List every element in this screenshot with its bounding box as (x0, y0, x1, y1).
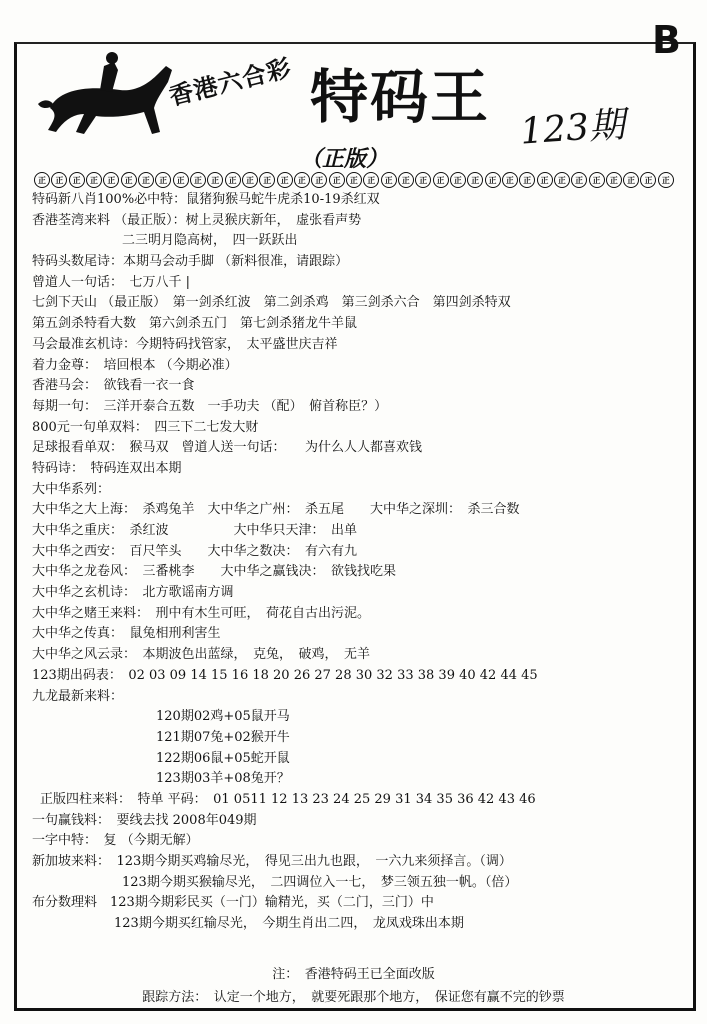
zheng-badge-icon: 正 (138, 172, 154, 188)
zheng-badge-icon: 正 (485, 172, 501, 188)
zheng-badge-icon: 正 (86, 172, 102, 188)
text-line: 第五剑杀特看大数 第六剑杀五门 第七剑杀猪龙牛羊鼠 (32, 316, 358, 332)
text-line: 马会最准玄机诗：今期特码找管家， 太平盛世庆吉祥 (32, 336, 338, 352)
text-line: 123期今期买红输尽光， 今期生肖出二四， 龙凤戏珠出本期 (114, 916, 464, 932)
zheng-badge-icon: 正 (433, 172, 449, 188)
text-line: 香港马会： 欲钱看一衣一食 (32, 378, 195, 394)
text-line: 特码头数尾诗：本期马会动手脚 （新料很准，请跟踪） (32, 254, 349, 270)
edition-label: （正版） (300, 146, 389, 172)
zheng-badge-icon: 正 (34, 172, 50, 188)
zheng-badge-icon: 正 (415, 172, 431, 188)
zheng-badge-icon: 正 (346, 172, 362, 188)
text-line: 大中华之传真： 鼠兔相刑利害生 (32, 626, 221, 642)
zheng-badge-icon: 正 (173, 172, 189, 188)
text-line: 123期今期买猴输尽光， 二四调位入一七， 梦三领五独一帆。（倍） (122, 874, 518, 890)
text-line: 七剑下天山 （最正版） 第一剑杀红波 第二剑杀鸡 第三剑杀六合 第四剑杀特双 (32, 295, 511, 311)
zheng-badge-icon: 正 (658, 172, 674, 188)
text-line: 九龙最新来料： (32, 688, 124, 704)
text-line: 800元一句单双料： 四三下二七发大财 (32, 419, 259, 435)
footer-tracking: 跟踪方法： 认定一个地方， 就要死跟那个地方， 保证您有赢不完的钞票 (142, 990, 565, 1005)
text-line: 二三明月隐高树， 四一跃跃出 (122, 233, 298, 249)
zheng-badge-icon: 正 (225, 172, 241, 188)
zheng-badge-icon: 正 (467, 172, 483, 188)
text-line: 大中华系列： (32, 481, 111, 497)
text-line: 大中华之风云录： 本期波色出蓝绿， 克兔， 破鸡， 无羊 (32, 647, 371, 663)
text-line: 123期出码表： 02 03 09 14 15 16 18 20 26 27 28 30 32 33 38 39 40 42 44 45 (32, 667, 538, 683)
content-body (32, 190, 682, 935)
zheng-badge-icon: 正 (606, 172, 622, 188)
page-corner-letter: B (652, 18, 681, 62)
text-line: 正版四柱来料： 特单 平码： 01 0511 12 13 23 24 25 29 31 34 35 36 42 43 46 (40, 791, 536, 807)
zheng-badge-icon: 正 (121, 172, 137, 188)
text-line: 特码新八肖100%必中特：鼠猪狗猴马蛇牛虎杀10-19杀红双 (32, 192, 380, 207)
zheng-badge-icon: 正 (640, 172, 656, 188)
text-line: 121期07兔+02猴开牛 (156, 729, 290, 745)
issue-number: 123期 (518, 104, 627, 153)
zheng-badge-icon: 正 (554, 172, 570, 188)
text-line: 布分数理料 123期今期彩民买（一门）输精光，买（二门，三门）中 (32, 895, 434, 911)
zheng-badge-icon: 正 (259, 172, 275, 188)
badge-row (34, 172, 674, 190)
text-line: 一句赢钱料： 要线去找 2008年049期 (32, 812, 257, 828)
zheng-badge-icon: 正 (381, 172, 397, 188)
zheng-badge-icon: 正 (51, 172, 67, 188)
text-line: 大中华之玄机诗： 北方歌谣南方调 (32, 585, 234, 601)
zheng-badge-icon: 正 (69, 172, 85, 188)
zheng-badge-icon: 正 (277, 172, 293, 188)
text-line: 着力金尊： 培回根本 （今期必准） (32, 357, 238, 373)
zheng-badge-icon: 正 (242, 172, 258, 188)
zheng-badge-icon: 正 (311, 172, 327, 188)
text-line: 特码诗： 特码连双出本期 (32, 460, 182, 476)
zheng-badge-icon: 正 (207, 172, 223, 188)
text-line: 大中华之大上海： 杀鸡兔羊 大中华之广州： 杀五尾 大中华之深圳： 杀三合数 (32, 502, 520, 518)
zheng-badge-icon: 正 (190, 172, 206, 188)
text-line: 新加坡来料： 123期今期买鸡输尽光， 得见三出九也跟， 一六九来须择言。（调） (32, 854, 512, 869)
zheng-badge-icon: 正 (103, 172, 119, 188)
zheng-badge-icon: 正 (155, 172, 171, 188)
text-line: 120期02鸡+05鼠开马 (156, 709, 290, 725)
zheng-badge-icon: 正 (589, 172, 605, 188)
zheng-badge-icon: 正 (398, 172, 414, 188)
zheng-badge-icon: 正 (329, 172, 345, 188)
text-line: 大中华之赌王来料： 刑中有木生可旺， 荷花自古出污泥。 (32, 605, 371, 621)
text-line: 大中华之西安： 百尺竿头 大中华之数决： 有六有九 (32, 543, 358, 559)
footer-note: 注： 香港特码王已全面改版 (272, 967, 435, 982)
text-line: 123期03羊+08兔开？ (156, 771, 290, 787)
zheng-badge-icon: 正 (502, 172, 518, 188)
zheng-badge-icon: 正 (450, 172, 466, 188)
zheng-badge-icon: 正 (571, 172, 587, 188)
horse-rider-logo (30, 48, 180, 144)
text-line: 每期一句： 三洋开泰合五数 一手功夫 （配） 俯首称臣？） (32, 398, 388, 414)
zheng-badge-icon: 正 (537, 172, 553, 188)
text-line: 曾道人一句话： 七万八千 | (32, 274, 191, 290)
text-line: 大中华之龙卷风： 三番桃李 大中华之赢钱决： 欲钱找吃果 (32, 564, 397, 580)
zheng-badge-icon: 正 (519, 172, 535, 188)
text-line: 一字中特： 复 （今期无解） (32, 833, 199, 849)
text-line: 大中华之重庆： 杀红波 大中华只天津： 出单 (32, 523, 358, 538)
zheng-badge-icon: 正 (363, 172, 379, 188)
text-line: 香港荃湾来料 （最正版）：树上灵猴庆新年， 虚张看声势 (32, 212, 362, 228)
header-subtitle: 香港六合彩 (166, 52, 295, 111)
zheng-badge-icon: 正 (623, 172, 639, 188)
zheng-badge-icon: 正 (294, 172, 310, 188)
page-title: 特码王 (310, 63, 491, 131)
text-line: 足球报看单双： 猴马双 曾道人送一句话： 为什么人人都喜欢钱 (32, 440, 423, 456)
text-line: 122期06鼠+05蛇开鼠 (156, 750, 290, 766)
